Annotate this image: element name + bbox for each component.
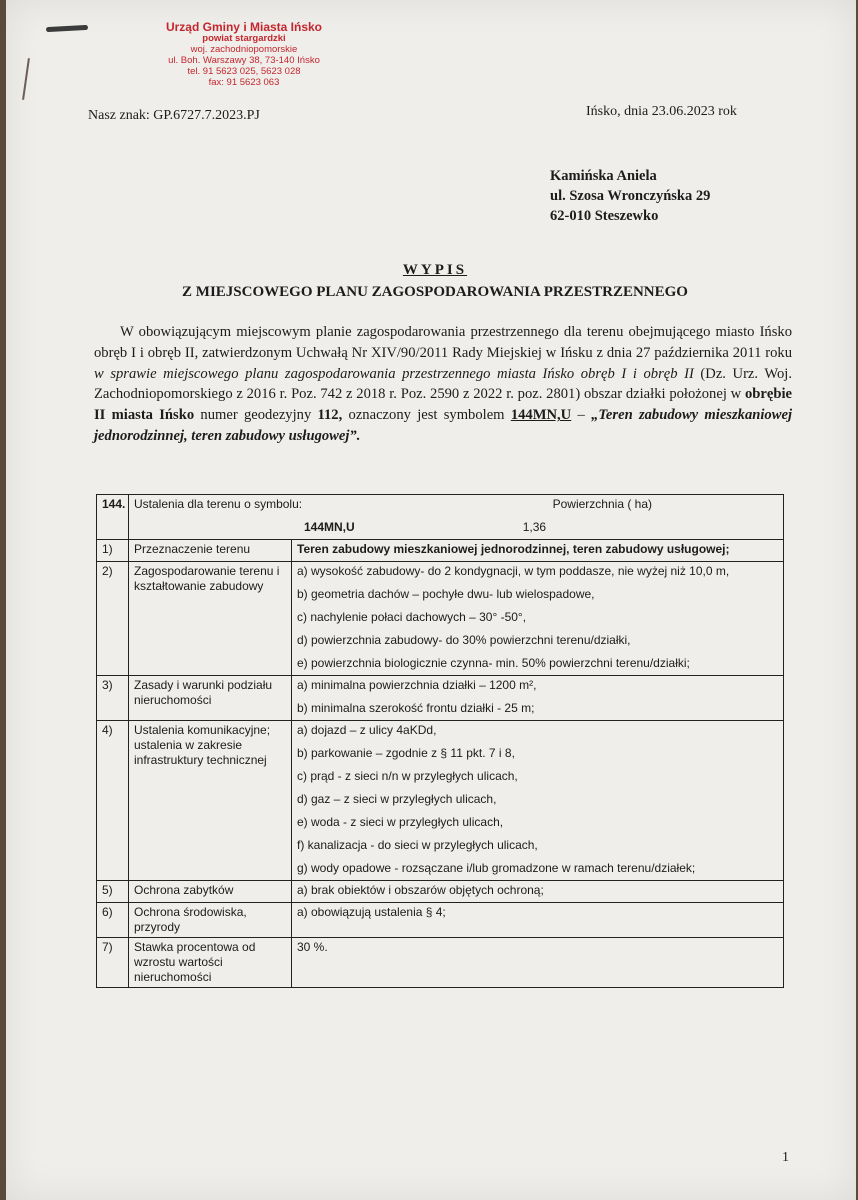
rule-item: c) prąd - z sieci n/n w przyległych ulicach,: [297, 769, 518, 783]
rule-item: e) woda - z sieci w przyległych ulicach,: [297, 815, 504, 829]
intro-paragraph: [94, 322, 792, 447]
row-number: 3): [97, 676, 129, 721]
intro-text: (Dz. Urz. Woj. Zachodniopomorskiego z 2016 r. Poz. 742 z 2018 r. Poz. 2590 z 2022 r. poz. 2801) obszar działki położonej w: [94, 365, 792, 403]
table-row: [97, 881, 784, 903]
zone-symbol: 144MN,U: [510, 407, 572, 424]
row-content: [292, 540, 784, 562]
table-row: [97, 903, 784, 938]
recipient-city: 62-010 Steszewko: [550, 208, 659, 224]
row-content: [292, 562, 784, 676]
row-label: Zagospodarowanie terenu i kształtowanie zabudowy: [129, 562, 292, 676]
row-label: Ustalenia komunikacyjne; ustalenia w zakresie infrastruktury technicznej: [129, 721, 292, 881]
header-number: 144.: [97, 495, 129, 540]
rule-item: a) dojazd – z ulicy 4aKDd,: [297, 723, 437, 737]
row-number: 2): [97, 562, 129, 676]
row-label: Stawka procentowa od wzrostu wartości nieruchomości: [129, 938, 292, 988]
rule-item: f) kanalizacja - do sieci w przyległych ulicach,: [297, 838, 538, 852]
row-number: 4): [97, 721, 129, 881]
document-title: WYPIS: [402, 262, 468, 278]
rule-item: 30 %.: [297, 940, 328, 954]
row-label: Ochrona środowiska, przyrody: [129, 903, 292, 938]
stamp-line: woj. zachodniopomorskie: [190, 44, 298, 55]
rule-item: b) parkowanie – zgodnie z § 11 pkt. 7 i 8,: [297, 746, 515, 760]
row-content: [292, 721, 784, 881]
rule-item: d) gaz – z sieci w przyległych ulicach,: [297, 792, 497, 806]
document-date: Ińsko, dnia 23.06.2023 rok: [586, 104, 737, 119]
intro-text: numer geodezyjny: [194, 407, 318, 424]
document-page: [6, 0, 856, 1200]
rule-item: c) nachylenie połaci dachowych – 30° -50°,: [297, 610, 527, 624]
table-row: [97, 721, 784, 881]
recipient-address: [550, 166, 710, 226]
row-number: 5): [97, 881, 129, 903]
row-content: [292, 881, 784, 903]
row-number: 7): [97, 938, 129, 988]
recipient-street: ul. Szosa Wronczyńska 29: [550, 188, 711, 204]
rule-item: a) wysokość zabudowy- do 2 kondygnacji, w tym poddasze, nie wyżej niż 10,0 m,: [297, 564, 730, 578]
row-content: [292, 938, 784, 988]
intro-text-bold: obrębie II miasta Ińsko: [94, 386, 792, 424]
zone-description: „Teren zabudowy mieszkaniowej jednorodzinnej, teren zabudowy usługowej”.: [94, 407, 792, 444]
rule-item: a) minimalna powierzchnia działki – 1200 m²,: [297, 678, 537, 692]
stamp-line: powiat stargardzki: [202, 33, 286, 44]
stamp-line: fax: 91 5623 063: [208, 77, 280, 88]
intro-text: –: [571, 407, 592, 424]
rule-item: e) powierzchnia biologicznie czynna- min. 50% powierzchni terenu/działki;: [297, 656, 690, 670]
area-label: Powierzchnia ( ha): [552, 497, 652, 511]
document-subtitle: Z MIEJSCOWEGO PLANU ZAGOSPODAROWANIA PRZESTRZENNEGO: [182, 284, 688, 300]
zone-symbol-cell: 144MN,U: [304, 520, 355, 534]
table-row: [97, 938, 784, 988]
stamp-line: tel. 91 5623 025, 5623 028: [187, 66, 301, 77]
row-label: Przeznaczenie terenu: [129, 540, 292, 562]
table-row: [97, 562, 784, 676]
reference-number: Nasz znak: GP.6727.7.2023.PJ: [88, 108, 260, 123]
office-stamp: [134, 22, 354, 88]
table-header-row: [97, 495, 784, 540]
row-content: [292, 676, 784, 721]
intro-text: W obowiązującym miejscowym planie zagospodarowania przestrzennego dla terenu obejmującego miasto Ińsko obręb I i obręb II, zatwierdzonym Uchwałą Nr XIV/90/2011 Rady Miejskiej w Ińsku z dnia 27 października 2011 roku: [94, 324, 792, 361]
row-number: 6): [97, 903, 129, 938]
pen-stroke: [46, 25, 88, 32]
table-row: [97, 540, 784, 562]
stamp-line: ul. Boh. Warszawy 38, 73-140 Ińsko: [168, 55, 320, 66]
rule-item: b) minimalna szerokość frontu działki - 25 m;: [297, 701, 535, 715]
row-label: Zasady i warunki podziału nieruchomości: [129, 676, 292, 721]
intro-text: oznaczony jest symbolem: [342, 407, 511, 424]
rule-item: g) wody opadowe - rozsączane i/lub gromadzone w ramach terenu/działek;: [297, 861, 696, 875]
stamp-line: Urząd Gminy i Miasta Ińsko: [165, 20, 323, 34]
recipient-name: Kamińska Aniela: [550, 168, 657, 184]
area-value: 1,36: [522, 520, 547, 534]
intro-text-italic: w sprawie miejscowego planu zagospodarowania przestrzennego miasta Ińsko obręb I i obręb II: [94, 365, 694, 382]
row-content: [292, 903, 784, 938]
rule-item: b) geometria dachów – pochyłe dwu- lub wielospadowe,: [297, 587, 595, 601]
header-label: Ustalenia dla terenu o symbolu:: [134, 497, 303, 511]
page-number: 1: [782, 1150, 789, 1165]
rule-item: d) powierzchnia zabudowy- do 30% powierzchni terenu/działki,: [297, 633, 631, 647]
rule-item: Teren zabudowy mieszkaniowej jednorodzinnej, teren zabudowy usługowej;: [297, 542, 730, 556]
rule-item: a) brak obiektów i obszarów objętych ochroną;: [297, 883, 544, 897]
parcel-number: 112,: [317, 407, 343, 424]
table-row: [97, 676, 784, 721]
rule-item: a) obowiązują ustalenia § 4;: [297, 905, 446, 919]
zoning-rules-table: [96, 494, 784, 988]
pen-stroke: [22, 58, 30, 100]
row-label: Ochrona zabytków: [129, 881, 292, 903]
header-cell: [129, 495, 784, 540]
row-number: 1): [97, 540, 129, 562]
